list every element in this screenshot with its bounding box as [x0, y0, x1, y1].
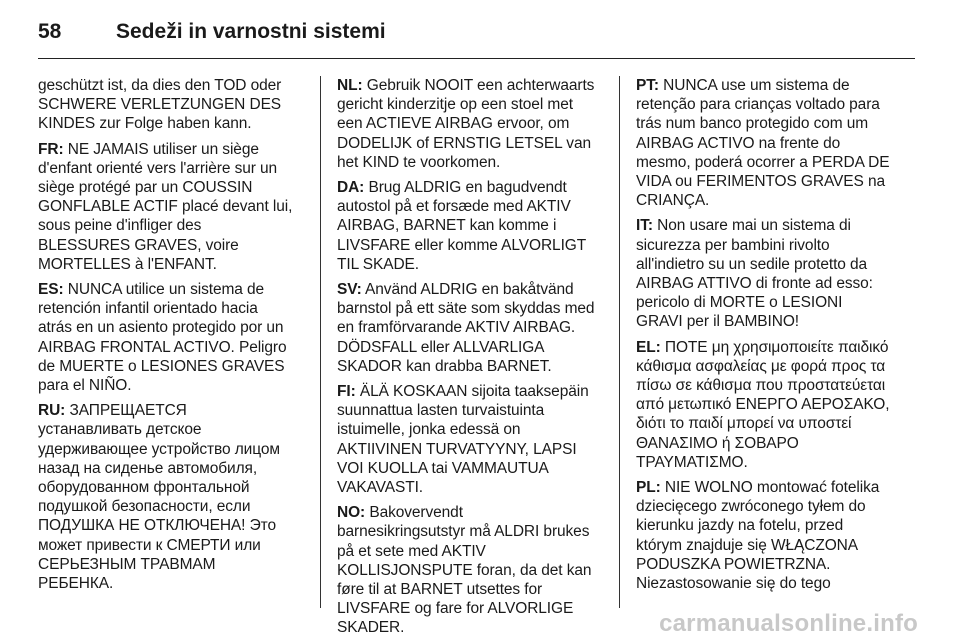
line-text: PODUSZKA POWIETRZNA. [636, 555, 831, 573]
line-text: kierunku jazdy na fotelu, przed [636, 517, 844, 535]
line-text: κάθισμα ασφαλείας με φορά προς τα [636, 357, 886, 375]
line-text: KINDES zur Folge haben kann. [38, 115, 252, 133]
warning-paragraph [337, 382, 607, 497]
text-line [38, 478, 310, 497]
line-text: VAKAVASTI. [337, 479, 423, 497]
line-text: может привести к СМЕРТИ или [38, 536, 261, 554]
line-text: GRAVI per il BAMBINO! [636, 313, 799, 331]
line-text: autostol på et forsæde med AKTIV [337, 198, 571, 216]
line-text: VIDA ou FERIMENTOS GRAVES na [636, 173, 886, 191]
text-line [337, 299, 607, 318]
text-line [636, 274, 908, 293]
line-text: ΤΡΑΥΜΑΤΙΣΜΟ. [636, 453, 748, 471]
page-number: 58 [38, 20, 62, 43]
line-text: istuimelle, jonka edessä on [337, 421, 521, 439]
line-text: MORTELLES à l'ENFANT. [38, 255, 217, 273]
text-line [337, 522, 607, 541]
line-text: sous peine d'infliger des [38, 217, 202, 235]
text-line [636, 312, 908, 331]
text-line [636, 255, 908, 274]
line-text: AIRBAG FRONTAL ACTIVO. Peligro [38, 338, 287, 356]
text-line [38, 280, 310, 299]
line-text: d'enfant orienté vers l'arrière sur un [38, 159, 278, 177]
line-text: Non usare mai un sistema di [652, 217, 851, 235]
text-line [38, 357, 310, 376]
line-text: назад на сиденье автомобиля, [38, 459, 258, 477]
text-line [38, 95, 310, 114]
text-line [337, 178, 607, 197]
text-line [337, 216, 607, 235]
line-text: mesmo, poderá ocorrer a PERDA DE [636, 153, 890, 171]
text-line [636, 516, 908, 535]
text-line [636, 76, 908, 95]
text-line [38, 516, 310, 535]
text-line [636, 153, 908, 172]
text-line [38, 299, 310, 318]
text-line [337, 255, 607, 274]
line-text: NIE WOLNO montować fotelika [660, 479, 880, 497]
page-header [38, 14, 386, 50]
text-line [337, 318, 607, 337]
text-line [38, 459, 310, 478]
text-line [337, 95, 607, 114]
warning-paragraph [38, 76, 310, 134]
text-line [636, 114, 908, 133]
line-text: AKTIIVINEN TURVATYYNY, LAPSI [337, 440, 577, 458]
text-line [337, 236, 607, 255]
text-line [636, 453, 908, 472]
text-line [636, 555, 908, 574]
text-line [337, 76, 607, 95]
line-text: føre til at BARNET utsettes for [337, 581, 543, 599]
text-line [38, 159, 310, 178]
line-text: оборудованном фронтальной [38, 479, 250, 497]
warning-paragraph [636, 338, 908, 472]
line-text: AIRBAG ACTIVO na frente do [636, 134, 841, 152]
text-line [337, 561, 607, 580]
language-code: ES: [38, 281, 64, 299]
text-line [337, 599, 607, 618]
text-line [337, 134, 607, 153]
language-code: FR: [38, 140, 64, 158]
line-text: CRIANÇA. [636, 192, 710, 210]
text-line [38, 338, 310, 357]
language-code: PL: [636, 479, 661, 497]
line-text: Brug ALDRIG en bagudvendt [364, 179, 567, 197]
line-text: SKADER. [337, 619, 405, 637]
warning-paragraph [337, 178, 607, 274]
text-line [337, 503, 607, 522]
line-text: suunnattua lasten turvaistuinta [337, 402, 545, 420]
text-line [636, 574, 908, 593]
text-line [337, 280, 607, 299]
page-title: Sedeži in varnostni sistemi [116, 20, 386, 43]
line-text: een ACTIEVE AIRBAG ervoor, om [337, 115, 570, 133]
line-text: Niezastosowanie się do tego [636, 575, 831, 593]
line-text: siège protégé par un COUSSIN [38, 179, 253, 197]
text-line [337, 401, 607, 420]
line-text: ЗАПРЕЩАЕТСЯ [65, 402, 187, 420]
text-line [38, 197, 310, 216]
language-code: DA: [337, 179, 365, 197]
language-code: FI: [337, 383, 356, 401]
text-line [636, 338, 908, 357]
line-text: Gebruik NOOIT een achterwaarts [362, 77, 595, 94]
text-line [337, 580, 607, 599]
line-text: trás num banco protegido com um [636, 115, 869, 133]
line-text: ПОДУШКА НЕ ОТКЛЮЧЕНА! Это [38, 517, 276, 535]
warning-paragraph [636, 76, 908, 210]
line-text: GONFLABLE ACTIF placé devant lui, [38, 198, 293, 216]
column-divider [619, 76, 620, 608]
line-text: gericht kinderzitje op een stoel met [337, 96, 573, 114]
text-line [38, 420, 310, 439]
text-line [636, 172, 908, 191]
language-code: EL: [636, 338, 661, 356]
language-code: IT: [636, 217, 653, 235]
column-3 [636, 76, 908, 599]
text-line [636, 376, 908, 395]
line-text: устанавливать детское [38, 421, 202, 439]
text-line [38, 76, 310, 95]
text-line [636, 216, 908, 235]
text-line [636, 236, 908, 255]
line-text: LIVSFARE og fare for ALVORLIGE [337, 600, 574, 618]
column-2 [337, 76, 607, 644]
line-text: KOLLISJONSPUTE foran, da det kan [337, 561, 592, 579]
language-code: PT: [636, 77, 659, 94]
text-line [38, 114, 310, 133]
language-code: SV: [337, 281, 362, 299]
text-line [38, 536, 310, 555]
text-line [636, 497, 908, 516]
line-text: LIVSFARE eller komme ALVORLIGT [337, 236, 587, 254]
warning-paragraph [337, 280, 607, 376]
line-text: VOI KUOLLA tai VAMMAUTUA [337, 459, 549, 477]
language-code: NO: [337, 504, 366, 522]
line-text: barnstol på ett säte som skyddas med [337, 300, 595, 318]
text-line [636, 478, 908, 497]
line-text: retención infantil orientado hacia [38, 300, 258, 318]
line-text: ΘΑΝΑΣΙΜΟ ή ΣΟΒΑΡΟ [636, 434, 799, 452]
line-text: pericolo di MORTE o LESIONI [636, 294, 843, 312]
line-text: РЕБЕНКА. [38, 575, 114, 593]
text-line [636, 434, 908, 453]
line-text: all'indietro su un sedile protetto da [636, 255, 868, 273]
column-1 [38, 76, 310, 599]
text-line [636, 395, 908, 414]
line-text: удерживающее устройство лицом [38, 440, 280, 458]
line-text: de MUERTE o LESIONES GRAVES [38, 357, 285, 375]
text-line [38, 574, 310, 593]
text-line [38, 440, 310, 459]
warning-paragraph [337, 76, 607, 172]
text-line [337, 357, 607, 376]
line-text: retenção para crianças voltado para [636, 96, 880, 114]
language-code: RU: [38, 402, 66, 420]
line-text: подушкой безопасности, если [38, 498, 251, 516]
text-line [38, 555, 310, 574]
text-line [38, 216, 310, 235]
line-text: SCHWERE VERLETZUNGEN DES [38, 96, 282, 114]
line-text: atrás en un asiento protegido por un [38, 319, 284, 337]
line-text: DÖDSFALL eller ALLVARLIGA [337, 338, 545, 356]
line-text: ÄLÄ KOSKAAN sijoita taaksepäin [355, 383, 589, 401]
line-text: BLESSURES GRAVES, voire [38, 236, 239, 254]
text-line [38, 376, 310, 395]
line-text: NUNCA utilice un sistema de [63, 281, 265, 299]
line-text: het KIND te voorkomen. [337, 153, 501, 171]
text-line [636, 293, 908, 312]
warning-paragraph [38, 401, 310, 593]
text-line [636, 191, 908, 210]
line-text: NUNCA use um sistema de [658, 77, 850, 94]
text-line [337, 420, 607, 439]
text-line [337, 542, 607, 561]
column-divider [320, 76, 321, 608]
warning-paragraph [636, 216, 908, 331]
text-line [337, 153, 607, 172]
line-text: Använd ALDRIG en bakåtvänd [361, 281, 574, 299]
text-line [337, 197, 607, 216]
line-text: από μετωπικό ΕΝΕΡΓΟ ΑΕΡΟΣΑΚΟ, [636, 396, 890, 414]
text-line [337, 459, 607, 478]
line-text: διότι το παιδί μπορεί να υποστεί [636, 415, 852, 433]
text-line [337, 618, 607, 637]
line-text: DODELIJK of ERNSTIG LETSEL van [337, 134, 591, 152]
text-line [337, 114, 607, 133]
line-text: πίσω σε κάθισμα που προστατεύεται [636, 377, 886, 395]
text-line [337, 338, 607, 357]
text-line [636, 134, 908, 153]
warning-paragraph [337, 503, 607, 637]
text-line [38, 255, 310, 274]
line-text: geschützt ist, da dies den TOD oder [38, 77, 282, 94]
line-text: Bakovervendt [365, 504, 463, 522]
text-line [38, 140, 310, 159]
text-line [38, 178, 310, 197]
text-line [38, 401, 310, 420]
line-text: ΠΟΤΕ μη χρησιμοποιείτε παιδικό [660, 338, 889, 356]
line-text: którym znajduje się WŁĄCZONA [636, 536, 859, 554]
text-line [38, 497, 310, 516]
text-line [38, 318, 310, 337]
line-text: NE JAMAIS utiliser un siège [63, 140, 259, 158]
text-line [337, 440, 607, 459]
line-text: dziecięcego zwróconego tyłem do [636, 498, 866, 516]
warning-paragraph [636, 478, 908, 593]
line-text: SKADOR kan drabba BARNET. [337, 357, 552, 375]
line-text: på et sete med AKTIV [337, 542, 486, 560]
language-code: NL: [337, 77, 363, 94]
text-line [38, 236, 310, 255]
text-line [337, 478, 607, 497]
watermark: carmanualsonline.info [659, 610, 918, 637]
text-line [636, 357, 908, 376]
line-text: sicurezza per bambini rivolto [636, 236, 830, 254]
line-text: en framförvarande AKTIV AIRBAG. [337, 319, 576, 337]
line-text: para el NIÑO. [38, 377, 132, 395]
line-text: AIRBAG ATTIVO di fronte ad esso: [636, 275, 873, 293]
line-text: TIL SKADE. [337, 255, 419, 273]
line-text: AIRBAG, BARNET kan komme i [337, 217, 557, 235]
text-line [337, 382, 607, 401]
line-text: barnesikringsutstyr må ALDRI brukes [337, 523, 590, 541]
text-line [636, 95, 908, 114]
text-line [636, 536, 908, 555]
text-line [636, 414, 908, 433]
warning-paragraph [38, 140, 310, 274]
warning-paragraph [38, 280, 310, 395]
header-rule [38, 58, 915, 59]
line-text: СЕРЬЕЗНЫМ ТРАВМАМ [38, 555, 216, 573]
